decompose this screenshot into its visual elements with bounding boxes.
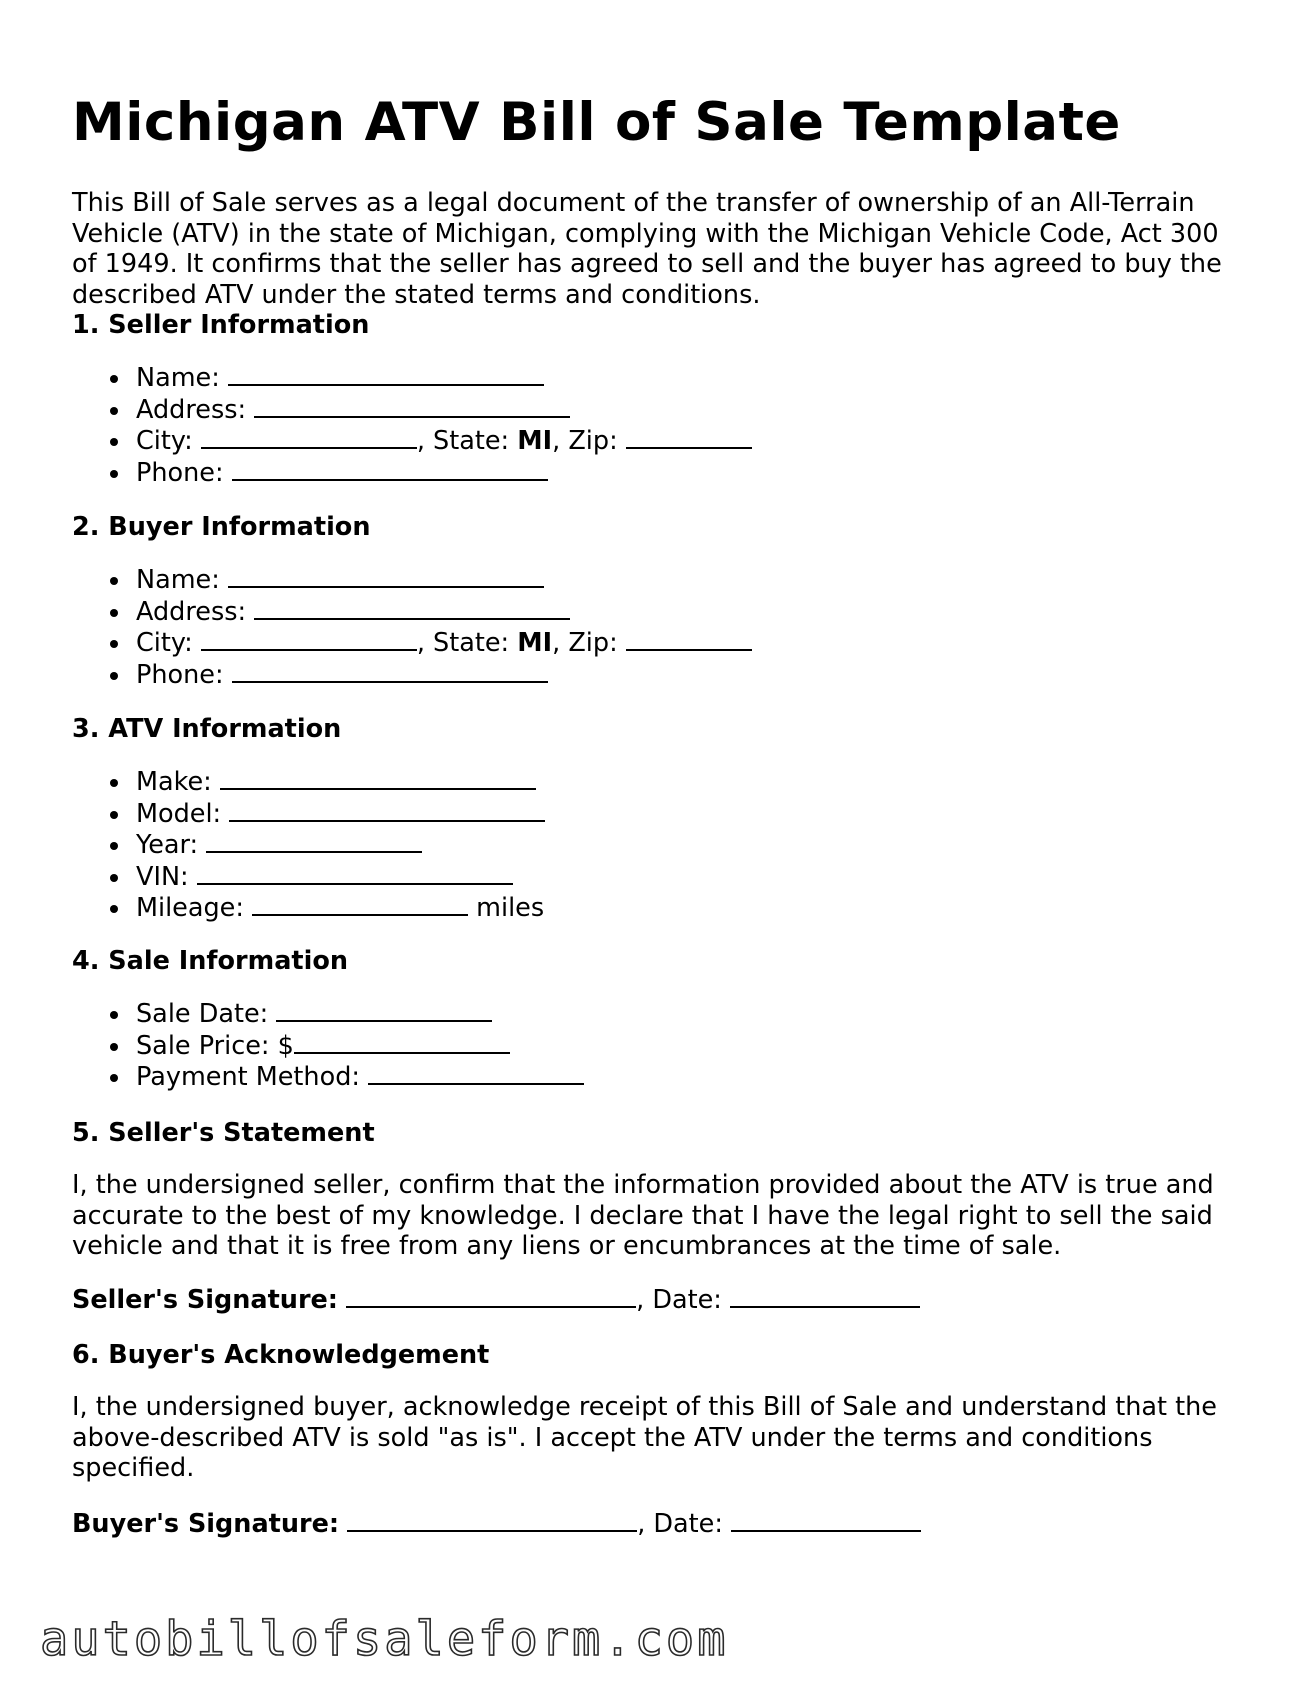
intro-paragraph: This Bill of Sale serves as a legal document of the transfer of ownership of an All-Terrain Vehicle (ATV) in the state of Michigan, complying with the Michigan Vehicle Code, Act 300 of 1949. It confirms that the seller has agreed to sell and the buyer has agreed to buy the described ATV under the stated terms and conditions. (72, 188, 1222, 310)
payment-method-blank[interactable] (368, 1061, 584, 1085)
seller-city-state-zip-field: City: , State: MI, Zip: (72, 425, 752, 457)
seller-name-field: Name: (72, 362, 752, 394)
buyer-ack-text: I, the undersigned buyer, acknowledge receipt of this Bill of Sale and understand that the above-described ATV is sold "as is". I accept the ATV under the terms and conditions specified. (72, 1392, 1217, 1483)
seller-fields (72, 362, 752, 488)
seller-signature-line: Seller's Signature: , Date: (72, 1284, 920, 1315)
watermark: autobillofsaleform.com (40, 1612, 729, 1667)
sale-fields (72, 998, 584, 1093)
seller-date-blank[interactable] (730, 1284, 920, 1308)
seller-address-field: Address: (72, 394, 752, 426)
buyer-fields (72, 564, 752, 690)
sale-section-heading: 4. Sale Information (72, 946, 349, 976)
buyer-address-field: Address: (72, 596, 752, 628)
buyer-city-blank[interactable] (201, 627, 417, 651)
seller-phone-field: Phone: (72, 457, 752, 489)
buyer-city-state-zip-field: City: , State: MI, Zip: (72, 627, 752, 659)
atv-vin-blank[interactable] (197, 861, 513, 885)
atv-make-blank[interactable] (220, 766, 536, 790)
atv-mileage-field: Mileage: miles (72, 892, 545, 924)
atv-year-blank[interactable] (206, 829, 422, 853)
payment-method-field: Payment Method: (72, 1061, 584, 1093)
atv-vin-field: VIN: (72, 861, 545, 893)
buyer-phone-blank[interactable] (232, 659, 548, 683)
seller-section-heading: 1. Seller Information (72, 310, 370, 340)
buyer-name-field: Name: (72, 564, 752, 596)
buyer-signature-line: Buyer's Signature: , Date: (72, 1508, 921, 1539)
atv-year-field: Year: (72, 829, 545, 861)
sale-price-field: Sale Price: $ (72, 1030, 584, 1062)
atv-model-blank[interactable] (229, 798, 545, 822)
seller-name-blank[interactable] (228, 362, 544, 386)
atv-mileage-blank[interactable] (252, 892, 468, 916)
buyer-name-blank[interactable] (228, 564, 544, 588)
atv-fields (72, 766, 545, 924)
atv-section-heading: 3. ATV Information (72, 714, 342, 744)
seller-statement-heading: 5. Seller's Statement (72, 1118, 375, 1148)
buyer-state-value: MI (517, 628, 553, 658)
buyer-zip-blank[interactable] (626, 627, 752, 651)
atv-make-field: Make: (72, 766, 545, 798)
buyer-signature-blank[interactable] (347, 1508, 637, 1532)
seller-zip-blank[interactable] (626, 425, 752, 449)
buyer-phone-field: Phone: (72, 659, 752, 691)
seller-signature-blank[interactable] (346, 1284, 636, 1308)
seller-address-blank[interactable] (254, 394, 570, 418)
buyer-date-blank[interactable] (731, 1508, 921, 1532)
seller-statement-text: I, the undersigned seller, confirm that the information provided about the ATV is true and accurate to the best of my knowledge. I declare that I have the legal right to sell the said vehicle and that it is free from any liens or encumbrances at the time of sale. (72, 1170, 1214, 1261)
sale-date-blank[interactable] (276, 998, 492, 1022)
sale-date-field: Sale Date: (72, 998, 584, 1030)
buyer-address-blank[interactable] (254, 596, 570, 620)
atv-model-field: Model: (72, 798, 545, 830)
buyer-section-heading: 2. Buyer Information (72, 512, 371, 542)
page-title: Michigan ATV Bill of Sale Template (72, 92, 1121, 153)
seller-city-blank[interactable] (201, 425, 417, 449)
seller-state-value: MI (517, 426, 553, 456)
buyer-ack-heading: 6. Buyer's Acknowledgement (72, 1340, 490, 1370)
seller-phone-blank[interactable] (232, 457, 548, 481)
sale-price-blank[interactable] (294, 1030, 510, 1054)
